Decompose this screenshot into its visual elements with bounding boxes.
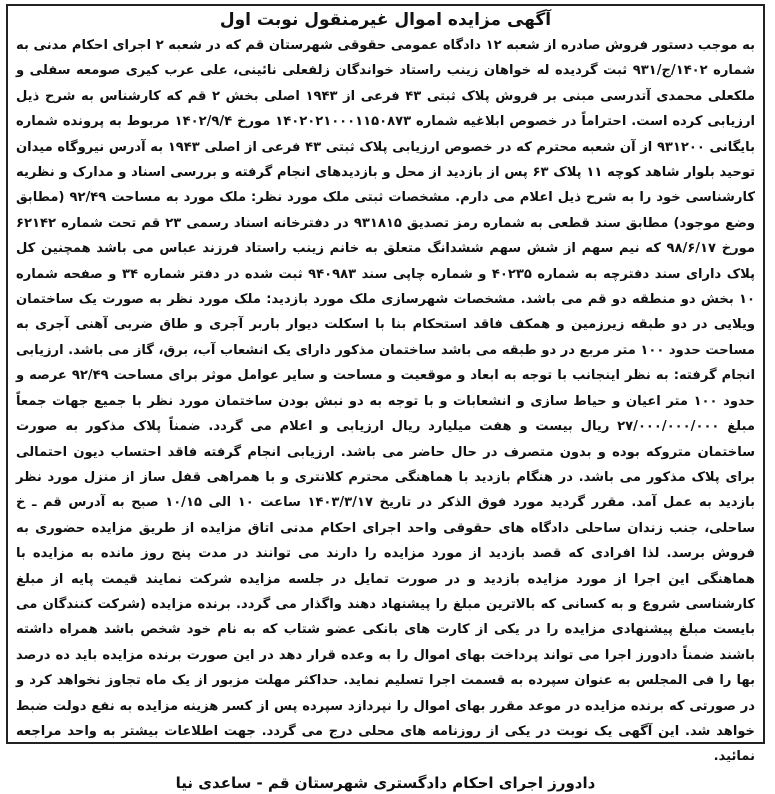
notice-body: به موجب دستور فروش صادره از شعبه ۱۲ دادگاه عمومی حقوقی شهرستان قم که در شعبه ۲ اجرای احکام مدنی به شماره ۱۴۰۲/ج/۹۳۱ ثبت گردیده له خواهان زینب راستاد خواندگان زلفعلی نائینی، علی عرب کیری صومعه سفلی و ملکعلی محمدی آتدرسی مبنی بر فروش پلاک ثبتی ۴۳ فرعی از ۱۹۴۳ اصلی بخش ۲ قم که کارشناس به شرح ذیل ارزیابی کرده است. احتراماً در خصوص ابلاغیه شماره ۱۴۰۲۰۲۱۰۰۰۱۱۵۰۸۷۳ مورخ ۱۴۰۲/۹/۴ مربوط به پرونده شماره بایگانی ۹۳۱۲۰۰ از آن شعبه محترم که در خصوص ارزیابی پلاک ثبتی ۴۳ فرعی از اصلی ۱۹۴۳ به آدرس نیروگاه میدان توحید بلوار شاهد کوچه ۱۱ پلاک ۶۳ پس از بازدید از محل و بازدیدهای انجام گرفته و بررسی اسناد و مدارک و نظریه کارشناسی خود را به شرح ذیل اعلام می دارم. مشخصات ثبتی ملک مورد نظر: ملک مورد به مساحت ۹۲/۴۹ (مطابق وضع موجود) مطابق سند قطعی به شماره رمز تصدیق ۹۳۱۸۱۵ در دفترخانه اسناد رسمی ۲۳ قم تحت شماره ۶۲۱۴۲ مورخ ۹۸/۶/۱۷ که نیم سهم از شش سهم ششدانگ متعلق به خانم زینب راستاد فرزند عباس می باشد همچنین کل پلاک دارای سند دفترچه به شماره ۴۰۲۳۵ و شماره چاپی سند ۹۴۰۹۸۳ ثبت شده در دفتر شماره ۳۴ و صفحه شماره ۱۰ بخش دو منطقه دو قم می باشد. مشخصات شهرسازی ملک مورد بازدید: ملک مورد نظر به صورت یک ساختمان ویلایی در دو طبقه زیرزمین و همکف فاقد استحکام بنا با اسکلت دیوار باربر آجری و طاق ضربی آهنی آجری به مساحت حدود ۱۰۰ متر مربع در دو طبقه می باشد ساختمان مذکور دارای یک انشعاب آب، برق، گاز می باشد. ارزیابی انجام گرفته: به نظر اینجانب با توجه به ابعاد و موقعیت و مساحت و سایر عوامل موثر برای مساحت ۹۲/۴۹ عرصه و حدود ۱۰۰ متر اعیان و حیاط سازی و انشعابات و با توجه به دو نبش بودن ساختمان مورد نظر با جمیع جهات جمعاً مبلغ ۲۷/۰۰۰/۰۰۰/۰۰۰ ریال بیست و هفت میلیارد ریال ارزیابی و اعلام می گردد. ضمناً پلاک مذکور به صورت ساختمان متروکه بوده و بدون متصرف در حال حاضر می باشد. ارزیابی انجام گرفته فاقد احتساب دیون احتمالی برای پلاک مذکور می باشد. در هنگام بازدید با هماهنگی محترم کلانتری و با همراهی قفل ساز از منزل مورد نظر بازدید به عمل آمد. مقرر گردید مورد فوق الذکر در تاریخ ۱۴۰۳/۳/۱۷ ساعت ۱۰ الی ۱۰/۱۵ صبح به آدرس قم ـ خ ساحلی، جنب زندان ساحلی دادگاه های حقوقی واحد اجرای احکام مدنی اتاق مزایده از طریق مزایده حضوری به فروش برسد. لذا افرادی که قصد بازدید از مورد مزایده را دارند می توانند در مدت پنج روز مانده به مزایده با هماهنگی این اجرا از مورد مزایده بازدید و در صورت تمایل در جلسه مزایده شرکت نمایند قیمت پایه از مبلغ کارشناسی شروع و به کسانی که بالاترین مبلغ را پیشنهاد دهند واگذار می گردد. برنده مزایده (شرکت کنندگان می بایست مبلغ پیشنهادی مزایده را در یکی از کارت های بانکی عضو شتاب که به نام خود شخص باشد همراه داشته باشند ضمناً دادورز اجرا می تواند پرداخت بهای اموال را به وعده قرار دهد در این صورت برنده مزایده باید ده درصد بها را فی المجلس به عنوان سپرده به قسمت اجرا تسلیم نماید. حداکثر مهلت مزبور از یک ماه تجاوز نخواهد کرد و در صورتی که برنده مزایده در موعد مقرر بهای اموال را نپردازد سپرده پس از کسر هزینه مزایده به نفع دولت ضبط خواهد شد. این آگهی یک نوبت در یکی از روزنامه های محلی درج می گردد. جهت اطلاعات بیشتر به واحد مراجعه نمائید. xyxy=(16,38,755,765)
auction-notice xyxy=(6,4,765,792)
notice-signature: دادورز اجرای احکام دادگستری شهرستان قم - ساعدی نیا xyxy=(175,773,596,792)
notice-title: آگهی مزایده اموال غیرمنقول نوبت اول xyxy=(219,10,552,30)
